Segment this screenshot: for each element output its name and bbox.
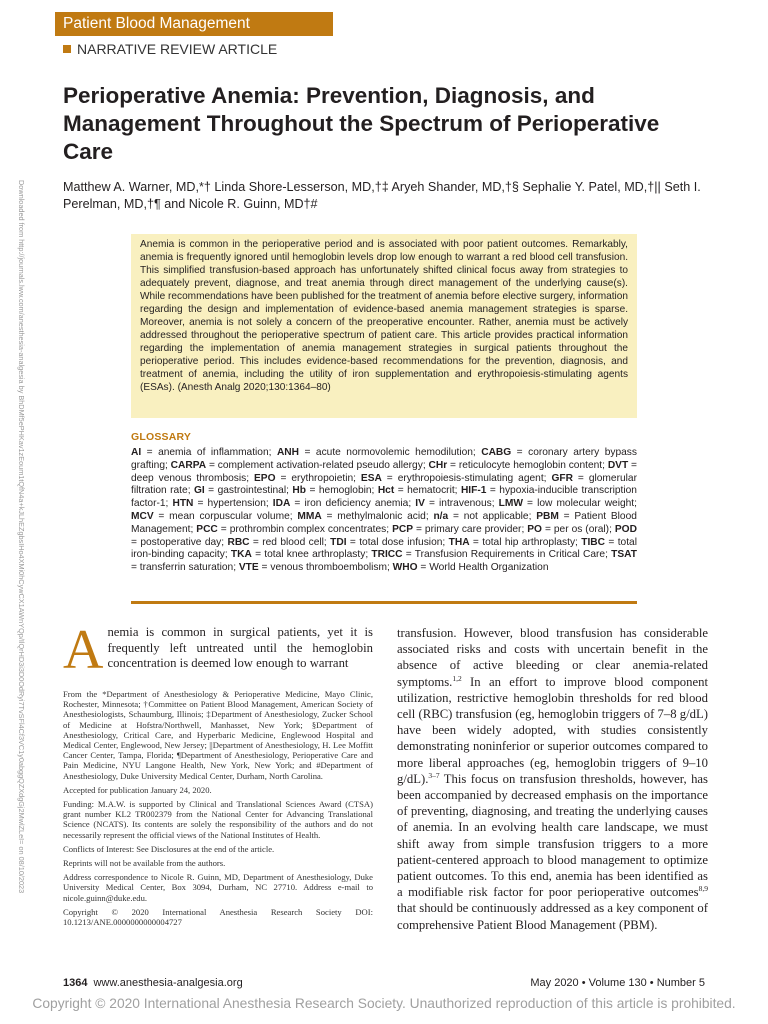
glossary-definition: venous thromboembolism <box>270 562 387 574</box>
glossary-definition: gastrointestinal <box>217 485 287 497</box>
glossary-definition: erythropoietin <box>291 472 354 484</box>
glossary-entry: LMW = low molecular weight; <box>498 498 637 510</box>
glossary-term: TSAT <box>611 549 637 561</box>
glossary-term: TDI <box>330 536 347 548</box>
glossary-definition: complement activation-related pseudo allergy <box>217 459 423 471</box>
glossary-definition: hemoglobin <box>318 485 372 497</box>
footnote-address: Address correspondence to Nicole R. Guinn, MD, Department of Anesthesiology, Duke University Medical Center, Box 3094, Durham, NC 27710. Address e-mail to nicole.guinn@duke.edu. <box>63 872 373 903</box>
glossary-term: VTE <box>238 562 259 574</box>
glossary-entry: ANH = acute normovolemic hemodilution; <box>276 447 482 458</box>
article-type <box>63 40 277 58</box>
body-column-right <box>397 625 708 933</box>
glossary-term: EPO <box>254 472 276 484</box>
glossary-definition: red blood cell <box>262 536 324 548</box>
glossary-entry: Hct = hematocrit; <box>377 485 461 497</box>
footnote-accepted: Accepted for publication January 24, 2020. <box>63 784 212 795</box>
glossary-entry: MCV = mean corpuscular volume; <box>131 510 298 522</box>
glossary-entry: AI = anemia of inflammation; <box>131 447 277 458</box>
glossary-definition: Transfusion Requirements in Critical Care <box>414 549 606 561</box>
glossary-term: PO <box>527 523 542 535</box>
glossary-entry: VTE = venous thromboembolism; <box>238 562 393 574</box>
intro-paragraph <box>63 619 373 681</box>
glossary-definition: methylmalonic acid <box>337 510 426 522</box>
glossary-term: HTN <box>172 498 194 510</box>
glossary <box>131 431 637 575</box>
glossary-term: POD <box>614 523 637 535</box>
glossary-definition: Patient Blood Management <box>131 510 637 535</box>
glossary-term: TKA <box>230 549 252 561</box>
abstract-box <box>131 234 637 418</box>
glossary-term: IDA <box>272 498 291 510</box>
copyright-notice: Copyright © 2020 International Anesthesia Research Society. Unauthorized reproduction of this article is prohibited. <box>32 996 736 1011</box>
glossary-term: MCV <box>131 510 154 522</box>
glossary-term: GI <box>193 485 205 497</box>
glossary-entry: IV = intravenous; <box>415 498 499 510</box>
author-list: Matthew A. Warner, MD,*† Linda Shore-Lesserson, MD,†‡ Aryeh Shander, MD,†§ Sephalie Y. Patel, MD,†|| Seth I. Perelman, MD,†¶ and Nicole R. Guinn, MD†# <box>63 180 701 211</box>
glossary-body <box>131 447 637 575</box>
page-footer-left <box>63 977 243 989</box>
body-paragraph <box>397 625 708 933</box>
glossary-term: CHr <box>428 459 448 471</box>
glossary-entry: TKA = total knee arthroplasty; <box>230 549 372 561</box>
glossary-entry: TIBC = total iron-binding capacity; <box>131 536 637 561</box>
glossary-definition: postoperative day <box>140 536 222 548</box>
glossary-term: PCC <box>196 523 218 535</box>
glossary-term: n/a <box>433 510 449 522</box>
glossary-term: TRICC <box>371 549 403 561</box>
download-notice-text: Downloaded from http://journals.lww.com/anesthesia-analgesia by BhDMf5ePHKav1zEoum1tQfN4a+kJLhEZgbsIHo4XMi0hCywCX1AWnYQp/IlQrHD3i3D0OdRyi7TvSFl4Cf3VC1y0abggQZXdgGj2MwlZLeI= on 08/10/2023 <box>17 180 26 894</box>
glossary-term: RBC <box>227 536 250 548</box>
footnote-affiliations: From the *Department of Anesthesiology & Perioperative Medicine, Mayo Clinic, Rochester, Minnesota; †Committee on Patient Blood Management, American Society of Anesthesiologists, Schaumburg, Illinois; ‡Department of Anesthesiology, Zucker School of Medicine at Hofstra/Northwell, Manhasset, New York; §Department of Anesthesiology, Critical Care, and Hyperbaric Medicine, Englewood Hospital and Medical Center, Englewood, New Jersey; ||Department of Anesthesiology, H. Lee Moffitt Cancer Center, Tampa, Florida; ¶Department of Anesthesiology, Perioperative Care and Pain Medicine, NYU Langone Health, New York, New York; and #Department of Anesthesiology, Duke University Medical Center, Durham, North Carolina. <box>63 689 373 781</box>
citation-ref[interactable]: 1,2 <box>452 673 462 683</box>
glossary-term: TIBC <box>581 536 606 548</box>
glossary-entry: TRICC = Transfusion Requirements in Critical Care; <box>371 549 612 561</box>
article-type-label: NARRATIVE REVIEW ARTICLE <box>77 41 278 57</box>
body-text: transfusion. However, blood transfusion has considerable associated risks and costs with uncertain benefit in the absence of active bleeding or clear anemia-related symptoms. <box>397 626 708 689</box>
glossary-definition: low molecular weight <box>537 498 635 510</box>
glossary-entry: POD = postoperative day; <box>131 523 637 548</box>
glossary-term: CABG <box>481 447 512 458</box>
glossary-definition: prothrombin complex concentrates <box>229 523 387 535</box>
footnote-funding: Funding: M.A.W. is supported by Clinical and Translational Sciences Award (CTSA) grant number KL2 TR002379 from the National Center for Advancing Translational Science (NCATS). Its contents are solely the responsibility of the authors and do not necessarily represent the official views of the National Institutes of Health. <box>63 799 373 840</box>
download-notice <box>10 180 60 894</box>
glossary-entry: WHO = World Health Organization <box>392 562 549 574</box>
section-banner: Patient Blood Management <box>55 12 333 36</box>
glossary-definition: glomerular filtration rate <box>131 472 637 497</box>
intro-text: nemia is common in surgical patients, yet it is frequently left untreated until the hemoglobin concentration is deemed low enough to warrant <box>107 625 373 671</box>
glossary-term: ESA <box>360 472 382 484</box>
glossary-entry: CHr = reticulocyte hemoglobin content; <box>428 459 608 471</box>
abstract-text: Anemia is common in the perioperative period and is associated with poor patient outcomes. Remarkably, anemia is frequently ignored until hemoglobin levels drop low enough to warrant a red blood cell transfusion. This simplified transfusion-based approach has unfortunately shifted clinical focus away from strategies to adequately prevent, diagnose, and treat anemia through direct management of the underlying cause(s). While recommendations have been published for the treatment of anemia before elective surgery, information regarding the design and implementation of evidence-based anemia management strategies is sparse. Moreover, anemia is not solely a concern of the preoperative encounter. Rather, anemia must be actively addressed throughout the perioperative spectrum of patient care. This article provides practical information regarding the implementation of anemia management strategies in surgical patients throughout the perioperative period. This includes evidence-based recommendations for the prevention, diagnosis, and treatment of anemia, including the utility of iron supplementation and erythropoiesis-stimulating agents (ESAs). (Anesth Analg 2020;130:1364–80) <box>140 239 628 393</box>
glossary-definition: hypertension <box>207 498 266 510</box>
glossary-term: PCP <box>392 523 414 535</box>
glossary-term: LMW <box>498 498 523 510</box>
glossary-term: GFR <box>551 472 573 484</box>
glossary-definition: total iron-binding capacity <box>131 536 637 561</box>
glossary-definition: not applicable <box>463 510 529 522</box>
glossary-entry: RBC = red blood cell; <box>227 536 331 548</box>
glossary-entry: HIF-1 = hypoxia-inducible transcription factor-1; <box>131 485 637 510</box>
body-text: In an effort to improve blood component utilization, restrictive hemoglobin thresholds for red blood cell (RBC) transfusion (eg, hemoglobin triggers of 7–8 g/dL) have been widely adopted, with studies consistently demonstrating noninferior or superior outcomes compared to more liberal approaches (eg, hemoglobin triggers of 9–10 g/dL). <box>397 674 708 786</box>
citation-ref[interactable]: 8,9 <box>698 884 708 894</box>
glossary-definition: erythropoiesis-stimulating agent <box>397 472 544 484</box>
drop-cap: A <box>63 619 104 681</box>
glossary-entry: CARPA = complement activation-related pseudo allergy; <box>170 459 429 471</box>
body-text: that should be continuously addressed as a key component of comprehensive Patient Blood Management (PBM). <box>397 901 708 932</box>
glossary-entry: TDI = total dose infusion; <box>330 536 449 548</box>
glossary-definition: intravenous <box>439 498 492 510</box>
glossary-entry: GFR = glomerular filtration rate; <box>131 472 637 497</box>
square-bullet-icon <box>63 45 71 53</box>
glossary-heading: GLOSSARY <box>131 431 192 443</box>
glossary-definition: total knee arthroplasty <box>264 549 366 561</box>
glossary-definition: per os (oral) <box>553 523 610 535</box>
glossary-entry: n/a = not applicable; <box>433 510 537 522</box>
glossary-entry: MMA = methylmalonic acid; <box>297 510 434 522</box>
glossary-definition: iron deficiency anemia <box>304 498 409 510</box>
glossary-entry: DVT = deep venous thrombosis; <box>131 459 637 484</box>
page-number: 1364 <box>63 977 88 989</box>
glossary-term: HIF-1 <box>460 485 487 497</box>
author-footnotes <box>63 689 373 931</box>
glossary-term: Hb <box>292 485 306 497</box>
glossary-entry: PCC = prothrombin complex concentrates; <box>196 523 393 535</box>
glossary-term: WHO <box>392 562 418 574</box>
glossary-definition: primary care provider <box>424 523 522 535</box>
citation-ref[interactable]: 3–7 <box>428 770 440 780</box>
glossary-entry: HTN = hypertension; <box>172 498 273 510</box>
glossary-definition: reticulocyte hemoglobin content <box>458 459 603 471</box>
footnote-reprints: Reprints will not be available from the authors. <box>63 858 226 869</box>
glossary-definition: mean corpuscular volume <box>169 510 290 522</box>
glossary-definition: deep venous thrombosis <box>131 472 247 484</box>
glossary-definition: total dose infusion <box>359 536 443 548</box>
glossary-definition: hypoxia-inducible transcription factor-1 <box>131 485 637 510</box>
glossary-term: Hct <box>377 485 395 497</box>
intro-column <box>63 619 373 681</box>
glossary-entry: CABG = coronary artery bypass grafting; <box>131 447 637 471</box>
glossary-entry: IDA = iron deficiency anemia; <box>272 498 416 510</box>
glossary-term: THA <box>448 536 470 548</box>
issue-info: May 2020 • Volume 130 • Number 5 <box>530 977 705 989</box>
glossary-term: IV <box>415 498 425 510</box>
glossary-definition: anemia of inflammation <box>158 447 269 458</box>
footnote-copyright: Copyright © 2020 International Anesthesia Research Society DOI: 10.1213/ANE.0000000000004727 <box>63 906 373 928</box>
glossary-definition: transferrin saturation <box>139 562 234 574</box>
journal-url[interactable]: www.anesthesia-analgesia.org <box>93 977 243 989</box>
glossary-entry: PO = per os (oral); <box>527 523 615 535</box>
glossary-definition: total hip arthroplasty <box>482 536 576 548</box>
glossary-entry: ESA = erythropoiesis-stimulating agent; <box>360 472 552 484</box>
glossary-entry: TSAT = transferrin saturation; <box>131 549 637 574</box>
glossary-term: PBM <box>536 510 559 522</box>
glossary-entry: GI = gastrointestinal; <box>193 485 293 497</box>
glossary-entry: THA = total hip arthroplasty; <box>448 536 582 548</box>
glossary-definition: coronary artery bypass grafting <box>131 447 637 471</box>
glossary-definition: World Health Organization <box>429 562 549 574</box>
glossary-term: MMA <box>297 510 322 522</box>
glossary-entry: EPO = erythropoietin; <box>254 472 361 484</box>
body-text: This focus on transfusion thresholds, however, has been accompanied by decreased emphasis on the importance of preventing, diagnosing, and treating the underlying causes of anemia. In an evolving health care landscape, we must shift away from simple transfusion triggers to a more patient-centered approach to blood management to optimize patient outcomes. To this end, anemia has been identified as a modifiable risk factor for poor perioperative outcomes <box>397 771 708 900</box>
glossary-term: AI <box>131 447 142 458</box>
glossary-definition: acute normovolemic hemodilution <box>315 447 473 458</box>
glossary-entry: Hb = hemoglobin; <box>292 485 378 497</box>
section-divider <box>131 601 637 604</box>
glossary-definition: hematocrit <box>407 485 455 497</box>
glossary-term: CARPA <box>170 459 207 471</box>
glossary-term: ANH <box>276 447 300 458</box>
glossary-entry: PBM = Patient Blood Management; <box>131 510 637 535</box>
glossary-term: DVT <box>607 459 629 471</box>
glossary-entry: PCP = primary care provider; <box>392 523 528 535</box>
article-title: Perioperative Anemia: Prevention, Diagnosis, and Management Throughout the Spectrum of Perioperative Care <box>63 83 660 164</box>
footnote-conflicts: Conflicts of Interest: See Disclosures at the end of the article. <box>63 843 275 854</box>
